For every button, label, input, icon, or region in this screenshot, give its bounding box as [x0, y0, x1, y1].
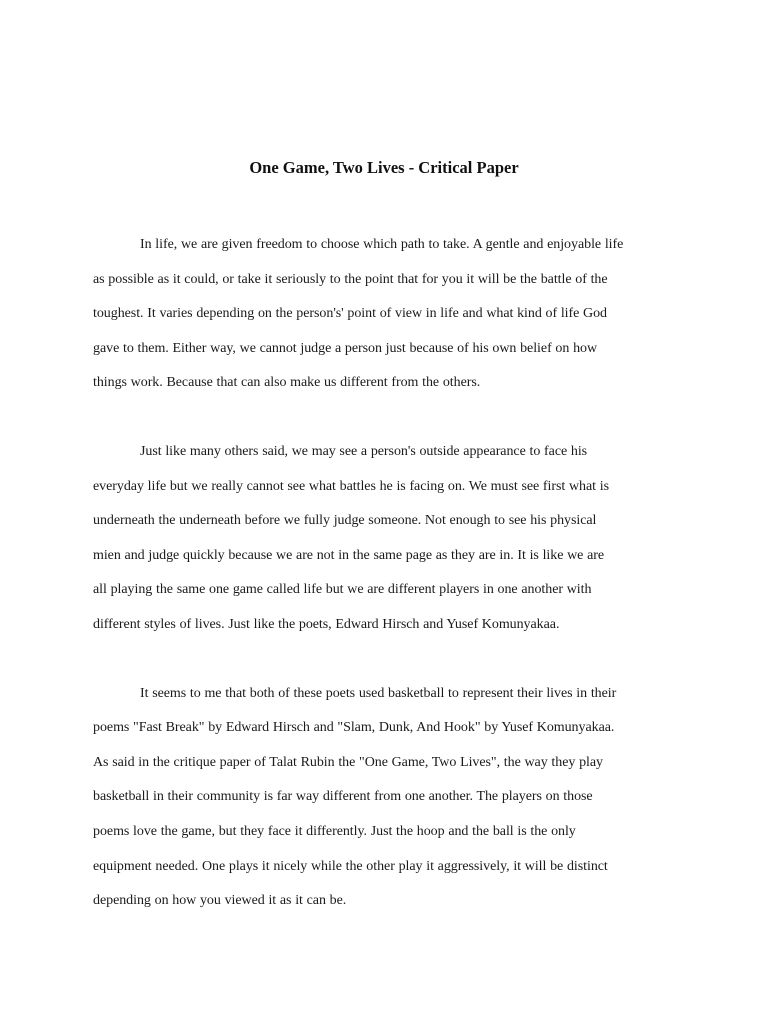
- text-line: toughest. It varies depending on the person's' point of view in life and what kind of life God: [93, 306, 608, 322]
- text-line: Just like many others said, we may see a person's outside appearance to face his: [140, 443, 588, 459]
- text-line: equipment needed. One plays it nicely while the other play it aggressively, it will be distinct: [93, 858, 608, 874]
- paragraph-1: [93, 228, 677, 401]
- text-line: basketball in their community is far way different from one another. The players on those: [93, 789, 593, 805]
- text-line: depending on how you viewed it as it can be.: [93, 893, 347, 909]
- text-line: all playing the same one game called life but we are different players in one another with: [93, 582, 592, 598]
- text-line: In life, we are given freedom to choose which path to take. A gentle and enjoyable life: [140, 237, 624, 252]
- page-title: One Game, Two Lives - Critical Paper: [249, 158, 519, 177]
- paragraph-2: [93, 435, 677, 643]
- document-body: [93, 228, 677, 953]
- text-line: gave to them. Either way, we cannot judge a person just because of his own belief on how: [93, 340, 598, 356]
- text-line: things work. Because that can also make us different from the others.: [93, 375, 481, 391]
- text-line: poems love the game, but they face it differently. Just the hoop and the ball is the only: [93, 823, 576, 839]
- text-line: As said in the critique paper of Talat Rubin the "One Game, Two Lives", the way they play: [93, 754, 603, 770]
- text-line: underneath the underneath before we fully judge someone. Not enough to see his physical: [93, 513, 597, 529]
- text-line: It seems to me that both of these poets used basketball to represent their lives in their: [140, 685, 617, 701]
- text-line: poems "Fast Break" by Edward Hirsch and "Slam, Dunk, And Hook" by Yusef Komunyakaa.: [93, 720, 615, 736]
- text-line: as possible as it could, or take it seriously to the point that for you it will be the battle of the: [93, 271, 608, 287]
- text-line: different styles of lives. Just like the poets, Edward Hirsch and Yusef Komunyakaa.: [93, 616, 560, 632]
- paragraph-3: [93, 677, 677, 919]
- text-line: everyday life but we really cannot see what battles he is facing on. We must see first what is: [93, 478, 609, 494]
- text-line: mien and judge quickly because we are not in the same page as they are in. It is like we are: [93, 547, 605, 563]
